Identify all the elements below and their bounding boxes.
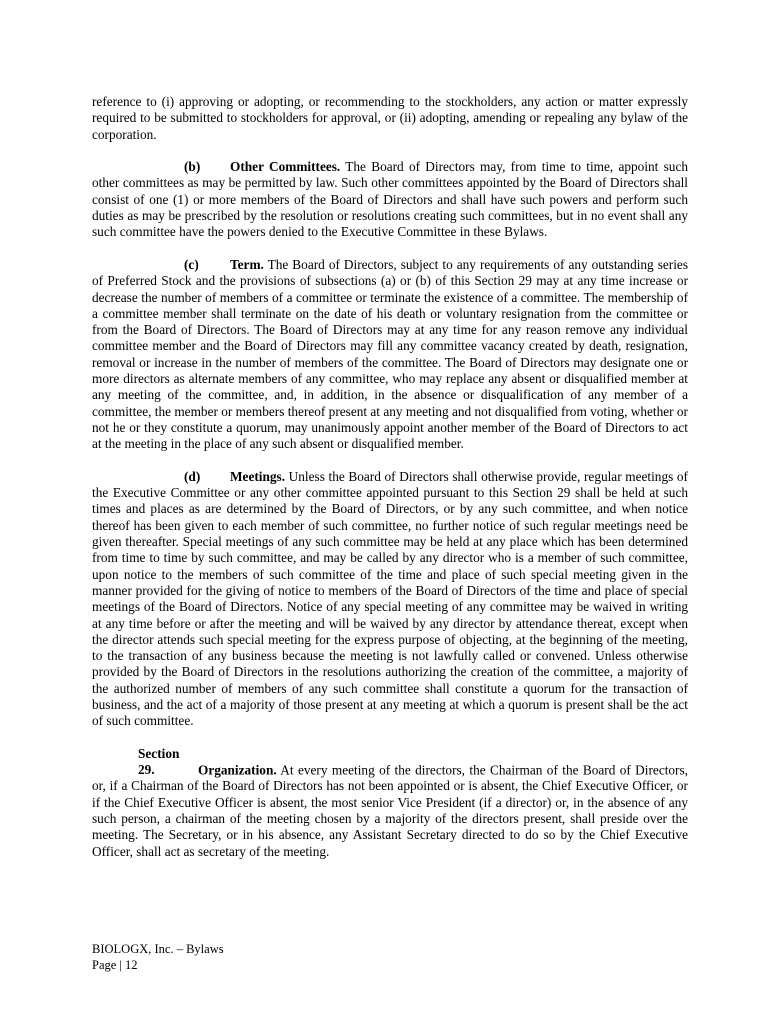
- subsection-label: (b): [184, 159, 201, 175]
- subsection-heading: Term.: [230, 256, 264, 272]
- other-committees-paragraph: [92, 159, 688, 240]
- footer-company: BIOLOGX, Inc. – Bylaws: [92, 942, 224, 956]
- subsection-text: The Board of Directors may, from time to time, appoint such other committees as may be permitted by law. Such other committees appointed by the Board of Directors shall consist of one (1) or more members of the Board of Directors and shall have such powers and perform such duties as may be prescribed by the resolution or resolutions creating such committees, but in no event shall any such committee have the powers denied to the Executive Committee in these Bylaws.: [92, 159, 688, 240]
- page-footer: [92, 942, 224, 973]
- intro-paragraph: reference to (i) approving or adopting, or recommending to the stockholders, any action or matter expressly required to be submitted to stockholders for approval, or (ii) adopting, amending or repealing any bylaw of the corporation.: [92, 94, 688, 142]
- subsection-heading: Meetings.: [230, 468, 286, 484]
- subsection-text: The Board of Directors, subject to any requirements of any outstanding series of Preferred Stock and the provisions of subsections (a) or (b) of this Section 29 may at any time increase or decrease the number of members of a committee or terminate the existence of a committee. The membership of a committee member shall terminate on the date of his death or voluntary resignation from the committee or from the Board of Directors. The Board of Directors may at any time for any reason remove any individual committee member and the Board of Directors may fill any committee vacancy created by death, resignation, removal or increase in the number of members of the committee. The Board of Directors may designate one or more directors as alternate members of any committee, who may replace any absent or disqualified member at any meeting of the committee, and, in addition, in the absence or disqualification of any member of a committee, the member or members thereof present at any meeting and not disqualified from voting, whether or not he or they constitute a quorum, may unanimously appoint another member of the Board of Directors to act at the meeting in the place of any such absent or disqualified member.: [92, 256, 688, 452]
- subsection-label: (d): [184, 468, 201, 484]
- subsection-label: (c): [184, 256, 199, 272]
- section-text: At every meeting of the directors, the Chairman of the Board of Directors, or, if a Chairman of the Board of Directors has not been appointed or is absent, the Chief Executive Officer, or if the Chief Executive Officer is absent, the most senior Vice President (if a director) or, in the absence of any such person, a chairman of the meeting chosen by a majority of the directors present, shall preside over the meeting. The Secretary, or in his absence, any Assistant Secretary directed to do so by the Chief Executive Officer, shall act as secretary of the meeting.: [92, 762, 688, 859]
- footer-page-number: Page | 12: [92, 957, 138, 972]
- section-heading: Organization.: [198, 762, 277, 778]
- section-label: Section 29.: [138, 745, 180, 778]
- term-paragraph: [92, 257, 688, 453]
- meetings-paragraph: [92, 469, 688, 730]
- subsection-heading: Other Committees.: [230, 159, 341, 175]
- subsection-text: Unless the Board of Directors shall otherwise provide, regular meetings of the Executive Committee or any other committee appointed pursuant to this Section 29 shall be held at such times and places as are determined by the Board of Directors, or by any such committee, and when notice thereof has been given to each member of such committee, no further notice of such regular meetings need be given thereafter. Special meetings of any such committee may be held at any place which has been determined from time to time by such committee, and may be called by any director who is a member of such committee, upon notice to the members of such committee of the time and place of such special meeting given in the manner provided for the giving of notice to members of the Board of Directors of the time and place of special meetings of the Board of Directors. Notice of any special meeting of any committee may be waived in writing at any time before or after the meeting and will be waived by any director by attendance thereat, except when the director attends such special meeting for the express purpose of objecting, at the beginning of the meeting, to the transaction of any business because the meeting is not lawfully called or convened. Unless otherwise provided by the Board of Directors in the resolutions authorizing the creation of the committee, a majority of the authorized number of members of any such committee shall constitute a quorum for the transaction of business, and the act of a majority of those present at any meeting at which a quorum is present shall be the act of such committee.: [92, 468, 688, 729]
- organization-paragraph: [92, 746, 688, 860]
- document-page: [92, 94, 688, 860]
